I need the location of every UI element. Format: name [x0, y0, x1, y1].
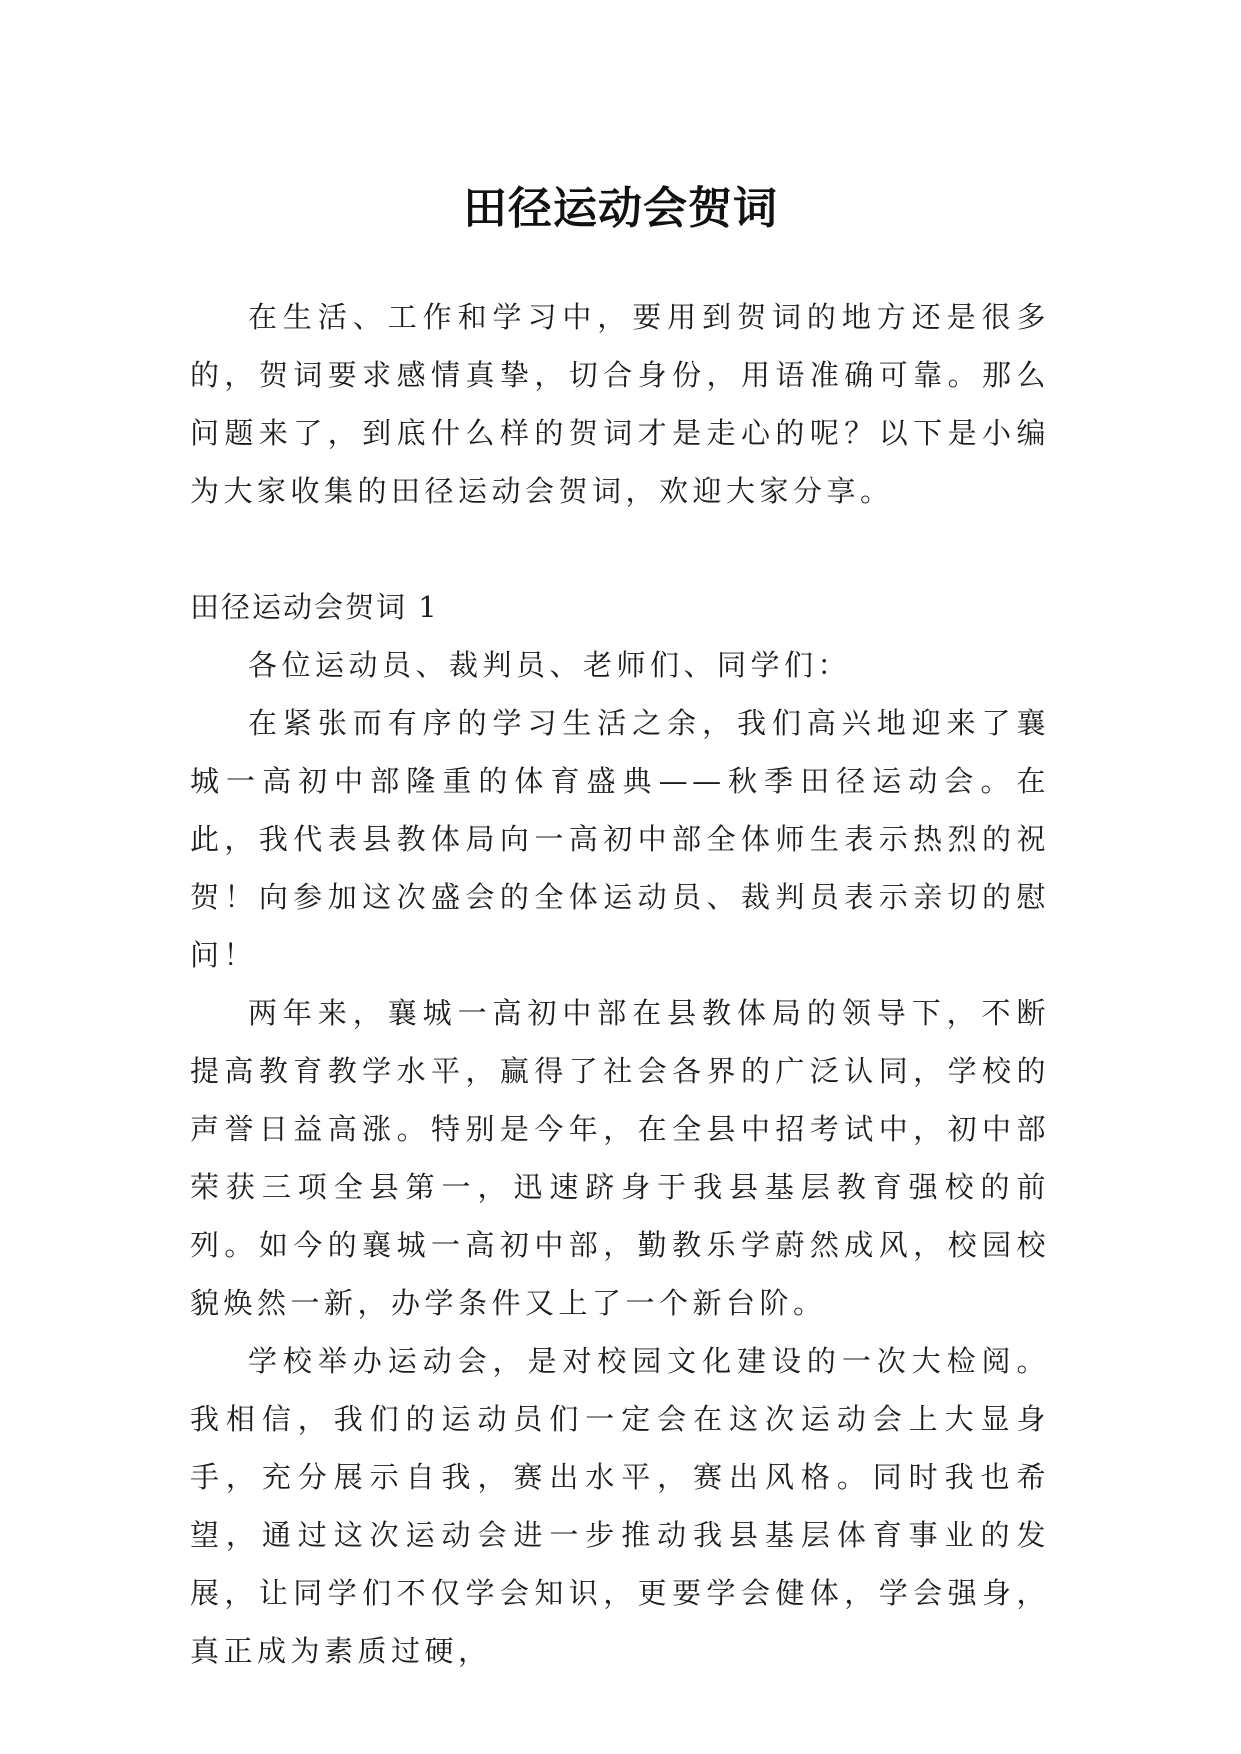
body-paragraph-2: 两年来，襄城一高初中部在县教体局的领导下，不断提高教育教学水平，赢得了社会各界的广泛认同，学校的声誉日益高涨。特别是今年，在全县中招考试中，初中部荣获三项全县第一，迅速跻身于我县基层教育强校的前列。如今的襄城一高初中部，勤教乐学蔚然成风，校园校貌焕然一新，办学条件又上了一个新台阶。 — [190, 996, 1050, 1320]
body-paragraph-1: 在紧张而有序的学习生活之余，我们高兴地迎来了襄城一高初中部隆重的体育盛典——秋季田径运动会。在此，我代表县教体局向一高初中部全体师生表示热烈的祝贺！向参加这次盛会的全体运动员、裁判员表示亲切的慰问！ — [190, 706, 1050, 972]
document-title: 田径运动会贺词 — [463, 183, 778, 235]
intro-paragraph: 在生活、工作和学习中，要用到贺词的地方还是很多的，贺词要求感情真挚，切合身份，用语准确可靠。那么问题来了，到底什么样的贺词才是走心的呢？以下是小编为大家收集的田径运动会贺词，欢迎大家分享。 — [190, 300, 1050, 508]
section-heading: 田径运动会贺词 1 — [190, 590, 439, 624]
document-body — [190, 288, 1050, 1680]
salutation-paragraph: 各位运动员、裁判员、老师们、同学们： — [248, 648, 852, 682]
body-paragraph-3: 学校举办运动会，是对校园文化建设的一次大检阅。我相信，我们的运动员们一定会在这次运动会上大显身手，充分展示自我，赛出水平，赛出风格。同时我也希望，通过这次运动会进一步推动我县基层体育事业的发展，让同学们不仅学会知识，更要学会健体，学会强身，真正成为素质过硬， — [190, 1344, 1050, 1668]
